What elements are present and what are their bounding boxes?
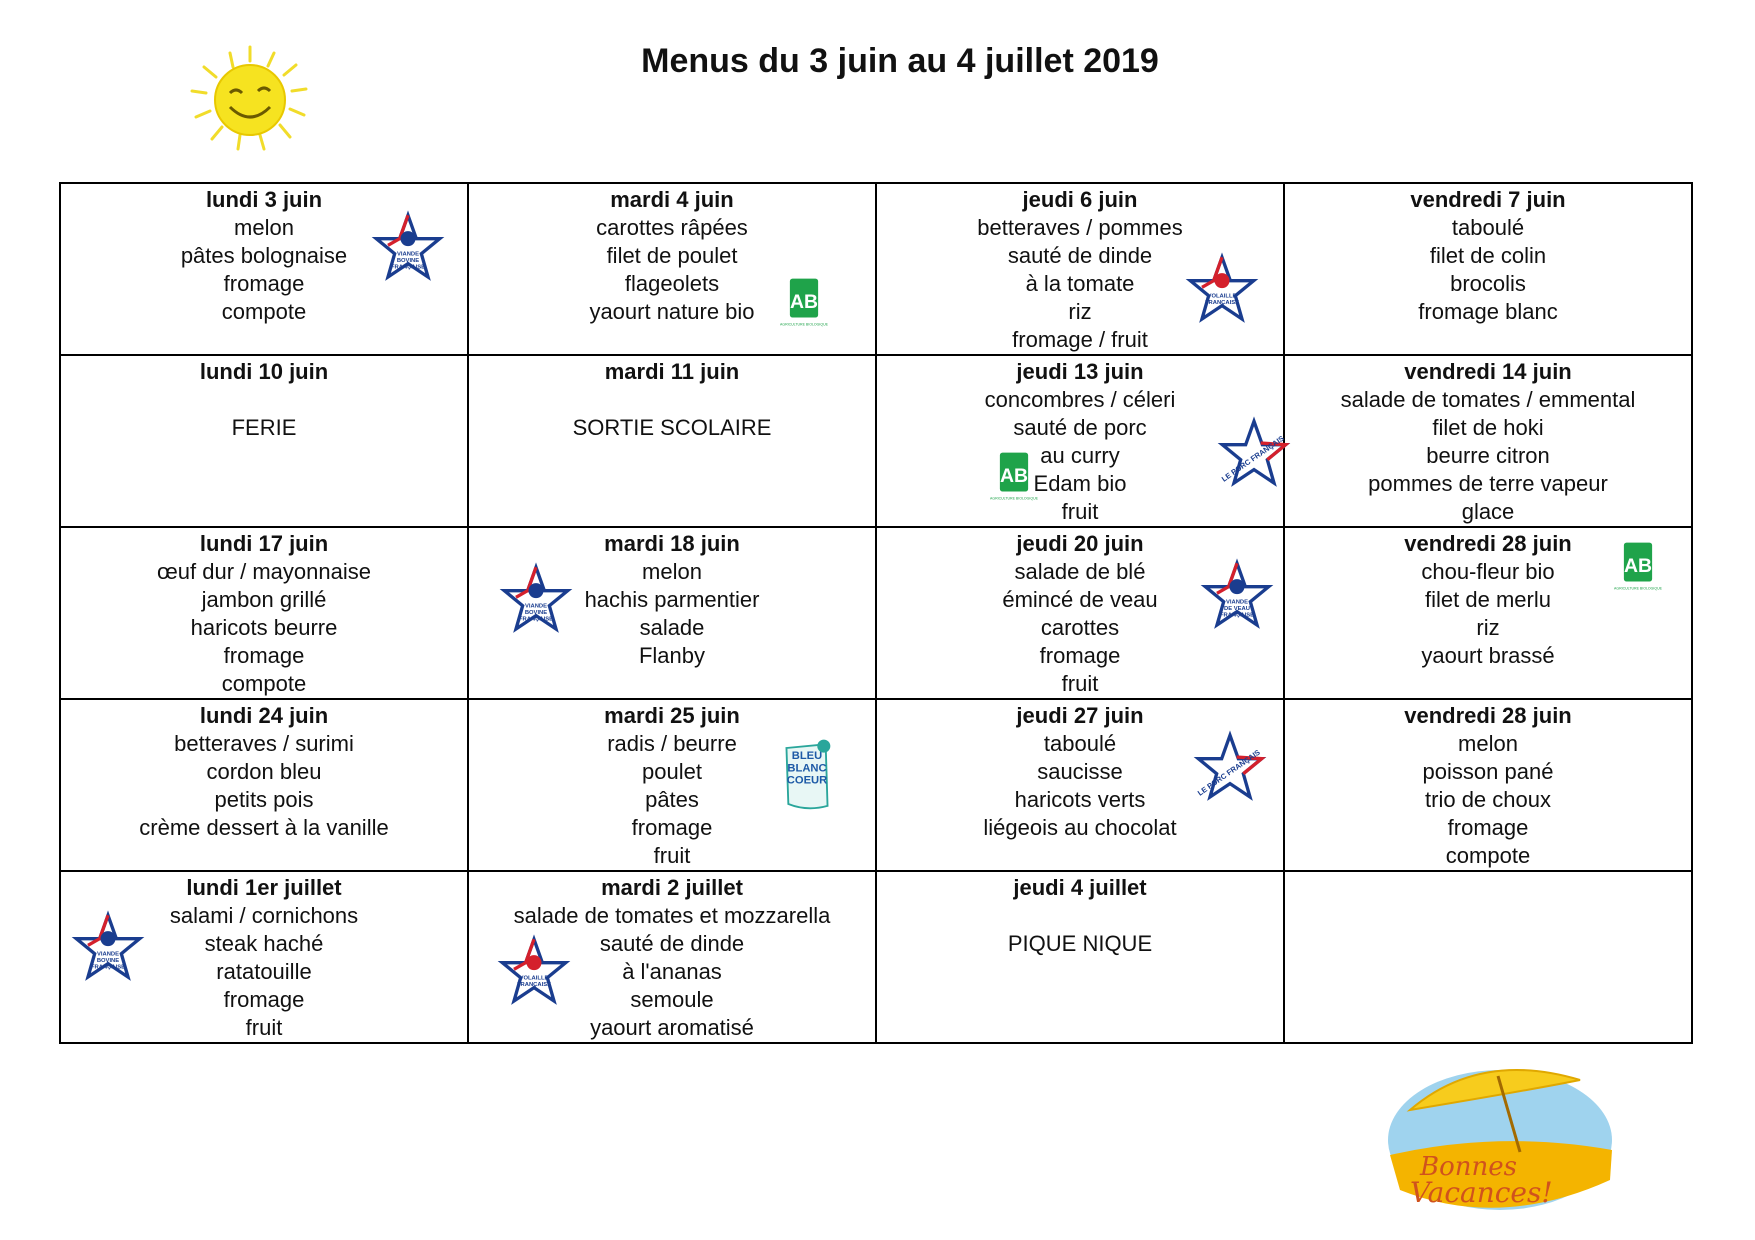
- menu-item: à la tomate: [1025, 271, 1135, 296]
- menu-item: émincé de veau: [1002, 587, 1158, 612]
- svg-text:VIANDE: VIANDE: [524, 603, 548, 610]
- menu-item: Edam bio: [1033, 471, 1127, 496]
- menu-item: œuf dur / mayonnaise: [157, 559, 371, 584]
- page-title: Menus du 3 juin au 4 juillet 2019: [641, 42, 1159, 80]
- menu-week-row: [60, 355, 1692, 527]
- menu-item: fromage: [631, 815, 713, 840]
- svg-text:LE PORC FRANÇAIS: LE PORC FRANÇAIS: [1195, 747, 1262, 798]
- le-porc-francais-logo: [1195, 732, 1265, 807]
- menu-item: salade de blé: [1014, 559, 1146, 584]
- menu-item: melon: [1458, 731, 1518, 756]
- menu-items: [61, 558, 467, 698]
- menu-items: [61, 730, 467, 842]
- menu-item: beurre citron: [1426, 443, 1550, 468]
- menu-day-cell: [60, 183, 468, 355]
- svg-text:AB: AB: [999, 464, 1029, 487]
- menu-item: pâtes bolognaise: [180, 243, 348, 268]
- svg-text:FRANÇAISE: FRANÇAISE: [91, 964, 125, 971]
- day-heading: lundi 1er juillet: [186, 875, 342, 900]
- menu-item: fromage: [1039, 643, 1121, 668]
- day-heading: lundi 17 juin: [199, 531, 329, 556]
- svg-text:VOLAILLE: VOLAILLE: [1207, 293, 1237, 300]
- menu-item: compote: [1445, 843, 1531, 868]
- svg-text:AB: AB: [789, 290, 819, 313]
- svg-text:BLEU: BLEU: [791, 750, 823, 763]
- menu-item: filet de hoki: [1432, 415, 1544, 440]
- viande-bovine-francaise-logo: [373, 212, 443, 287]
- menu-week-row: [60, 527, 1692, 699]
- svg-text:FRANÇAISE: FRANÇAISE: [519, 616, 553, 623]
- agriculture-biologique-logo: [780, 276, 828, 341]
- day-heading: jeudi 13 juin: [1016, 359, 1144, 384]
- vacation-text-2: Vacances!: [1410, 1176, 1553, 1209]
- menu-item: riz: [1068, 299, 1092, 324]
- menu-item: sauté de dinde: [599, 931, 745, 956]
- bleu-blanc-coeur-logo: [779, 738, 835, 819]
- menu-week-row: [60, 871, 1692, 1043]
- menu-item: yaourt nature bio: [589, 299, 755, 324]
- volaille-francaise-logo: [1187, 254, 1257, 329]
- svg-text:AGRICULTURE BIOLOGIQUE: AGRICULTURE BIOLOGIQUE: [990, 496, 1038, 501]
- menu-item: poulet: [642, 759, 702, 784]
- menu-day-cell: [1284, 527, 1692, 699]
- menu-items: [1285, 386, 1691, 526]
- menu-item: saucisse: [1037, 759, 1123, 784]
- svg-text:FRANÇAISE: FRANÇAISE: [1205, 300, 1239, 306]
- menu-item: melon: [642, 559, 702, 584]
- vacation-text-1: Bonnes: [1420, 1152, 1517, 1182]
- menu-day-cell: [876, 183, 1284, 355]
- beach-umbrella-icon: [1380, 1040, 1620, 1220]
- special-event: FERIE: [231, 415, 297, 440]
- svg-text:COEUR: COEUR: [786, 774, 828, 787]
- menu-item: betteraves / surimi: [174, 731, 354, 756]
- day-heading: vendredi 14 juin: [1404, 359, 1572, 384]
- menu-item: fromage: [223, 271, 305, 296]
- menu-item: jambon grillé: [201, 587, 327, 612]
- menu-item: radis / beurre: [607, 731, 737, 756]
- svg-text:LE PORC FRANÇAIS: LE PORC FRANÇAIS: [1219, 433, 1286, 484]
- menu-item: compote: [221, 671, 307, 696]
- agriculture-biologique-logo: [1614, 540, 1662, 605]
- menu-week-row: [60, 699, 1692, 871]
- menu-item: sauté de dinde: [1007, 243, 1153, 268]
- day-heading: jeudi 27 juin: [1016, 703, 1144, 728]
- svg-text:AGRICULTURE BIOLOGIQUE: AGRICULTURE BIOLOGIQUE: [1614, 586, 1662, 591]
- menu-item: filet de merlu: [1425, 587, 1551, 612]
- le-porc-francais-logo: [1219, 418, 1289, 493]
- menu-item: salade: [639, 615, 705, 640]
- svg-text:AGRICULTURE BIOLOGIQUE: AGRICULTURE BIOLOGIQUE: [780, 322, 828, 327]
- svg-text:BOVINE: BOVINE: [524, 610, 548, 616]
- day-heading: mardi 2 juillet: [601, 875, 743, 900]
- menu-item: trio de choux: [1425, 787, 1551, 812]
- svg-text:VIANDE: VIANDE: [96, 951, 120, 958]
- menu-item: concombres / céleri: [984, 387, 1176, 412]
- menu-item: ratatouille: [216, 959, 312, 984]
- menu-item: fruit: [1061, 499, 1099, 524]
- menu-item: fromage / fruit: [1012, 327, 1148, 352]
- viande-bovine-francaise-logo: [501, 564, 571, 639]
- day-heading: jeudi 4 juillet: [1013, 875, 1147, 900]
- menu-day-cell: [876, 871, 1284, 1043]
- menu-day-cell: [468, 183, 876, 355]
- day-heading: mardi 4 juin: [610, 187, 734, 212]
- menu-item: cordon bleu: [206, 759, 322, 784]
- menu-item: betteraves / pommes: [977, 215, 1183, 240]
- menu-items: [1285, 214, 1691, 326]
- menu-item: compote: [221, 299, 307, 324]
- viande-de-veau-francaise-logo: [1202, 560, 1272, 635]
- svg-text:BOVINE: BOVINE: [396, 258, 420, 264]
- day-heading: jeudi 6 juin: [1022, 187, 1138, 212]
- menu-item: crème dessert à la vanille: [139, 815, 389, 840]
- day-heading: lundi 24 juin: [199, 703, 329, 728]
- menu-item: salami / cornichons: [169, 903, 359, 928]
- menu-day-cell: [876, 699, 1284, 871]
- svg-text:FRANÇAISE: FRANÇAISE: [517, 982, 551, 988]
- agriculture-biologique-logo: [990, 450, 1038, 515]
- viande-bovine-francaise-logo: [73, 912, 143, 987]
- menu-day-cell: [468, 871, 876, 1043]
- menu-item: fromage blanc: [1418, 299, 1558, 324]
- menu-day-cell: [876, 527, 1284, 699]
- menu-table: [59, 182, 1693, 1044]
- menu-item: fruit: [1061, 671, 1099, 696]
- menu-item: fromage: [223, 987, 305, 1012]
- menu-item: hachis parmentier: [584, 587, 760, 612]
- day-heading: lundi 3 juin: [205, 187, 323, 212]
- svg-text:VIANDE: VIANDE: [1225, 599, 1249, 606]
- svg-text:FRANÇAISE: FRANÇAISE: [391, 264, 425, 271]
- menu-item: fromage: [223, 643, 305, 668]
- menu-item: carottes: [1040, 615, 1120, 640]
- svg-text:BLANC: BLANC: [787, 762, 827, 775]
- menu-item: riz: [1476, 615, 1500, 640]
- menu-day-cell: [1284, 871, 1692, 1043]
- menu-item: fruit: [245, 1015, 283, 1040]
- menu-item: chou-fleur bio: [1421, 559, 1555, 584]
- menu-day-cell: [1284, 355, 1692, 527]
- menu-item: haricots beurre: [190, 615, 338, 640]
- menu-day-cell: [468, 355, 876, 527]
- menu-item: glace: [1461, 499, 1515, 524]
- menu-item: filet de poulet: [606, 243, 738, 268]
- menu-day-cell: [1284, 699, 1692, 871]
- svg-text:AB: AB: [1623, 554, 1653, 577]
- svg-text:VIANDE: VIANDE: [396, 251, 420, 258]
- menu-item: taboulé: [1043, 731, 1117, 756]
- menu-item: carottes râpées: [596, 215, 748, 240]
- menu-week-row: [60, 183, 1692, 355]
- menu-item: melon: [234, 215, 294, 240]
- menu-day-cell: [468, 527, 876, 699]
- day-heading: jeudi 20 juin: [1016, 531, 1144, 556]
- svg-text:BOVINE: BOVINE: [96, 958, 120, 964]
- menu-day-cell: [60, 871, 468, 1043]
- menu-day-cell: [60, 699, 468, 871]
- menu-day-cell: [876, 355, 1284, 527]
- svg-text:FRANÇAISE: FRANÇAISE: [1220, 612, 1254, 619]
- menu-item: sauté de porc: [1013, 415, 1147, 440]
- menu-item: à l'ananas: [622, 959, 722, 984]
- menu-item: liégeois au chocolat: [983, 815, 1177, 840]
- menu-day-cell: [1284, 183, 1692, 355]
- menu-day-cell: [60, 527, 468, 699]
- menu-item: haricots verts: [1014, 787, 1146, 812]
- sun-icon: [178, 45, 338, 155]
- volaille-francaise-logo: [499, 936, 569, 1011]
- menu-item: steak haché: [204, 931, 324, 956]
- menu-item: au curry: [1040, 443, 1120, 468]
- svg-text:DE VEAU: DE VEAU: [1224, 606, 1250, 612]
- menu-item: taboulé: [1451, 215, 1525, 240]
- menu-item: filet de colin: [1429, 243, 1547, 268]
- menu-item: yaourt brassé: [1421, 643, 1555, 668]
- menu-day-cell: [60, 355, 468, 527]
- day-heading: mardi 18 juin: [604, 531, 740, 556]
- menu-item: flageolets: [624, 271, 720, 296]
- day-heading: mardi 11 juin: [604, 359, 740, 384]
- menu-item: salade de tomates et mozzarella: [513, 903, 831, 928]
- day-heading: mardi 25 juin: [604, 703, 740, 728]
- menu-item: semoule: [630, 987, 714, 1012]
- menu-item: petits pois: [214, 787, 314, 812]
- day-heading: vendredi 28 juin: [1404, 531, 1572, 556]
- day-heading: vendredi 7 juin: [1410, 187, 1566, 212]
- menu-item: Flanby: [638, 643, 706, 668]
- menu-item: brocolis: [1450, 271, 1526, 296]
- special-event: SORTIE SCOLAIRE: [572, 415, 772, 440]
- menu-item: poisson pané: [1422, 759, 1554, 784]
- menu-item: fromage: [1447, 815, 1529, 840]
- day-heading: lundi 10 juin: [199, 359, 329, 384]
- svg-text:VOLAILLE: VOLAILLE: [519, 975, 549, 982]
- menu-day-cell: [468, 699, 876, 871]
- day-heading: vendredi 28 juin: [1404, 703, 1572, 728]
- menu-items: [1285, 730, 1691, 870]
- menu-item: pommes de terre vapeur: [1368, 471, 1608, 496]
- menu-item: pâtes: [645, 787, 699, 812]
- special-event: PIQUE NIQUE: [1007, 931, 1153, 956]
- menu-item: salade de tomates / emmental: [1340, 387, 1636, 412]
- menu-item: fruit: [653, 843, 691, 868]
- menu-item: yaourt aromatisé: [590, 1015, 754, 1040]
